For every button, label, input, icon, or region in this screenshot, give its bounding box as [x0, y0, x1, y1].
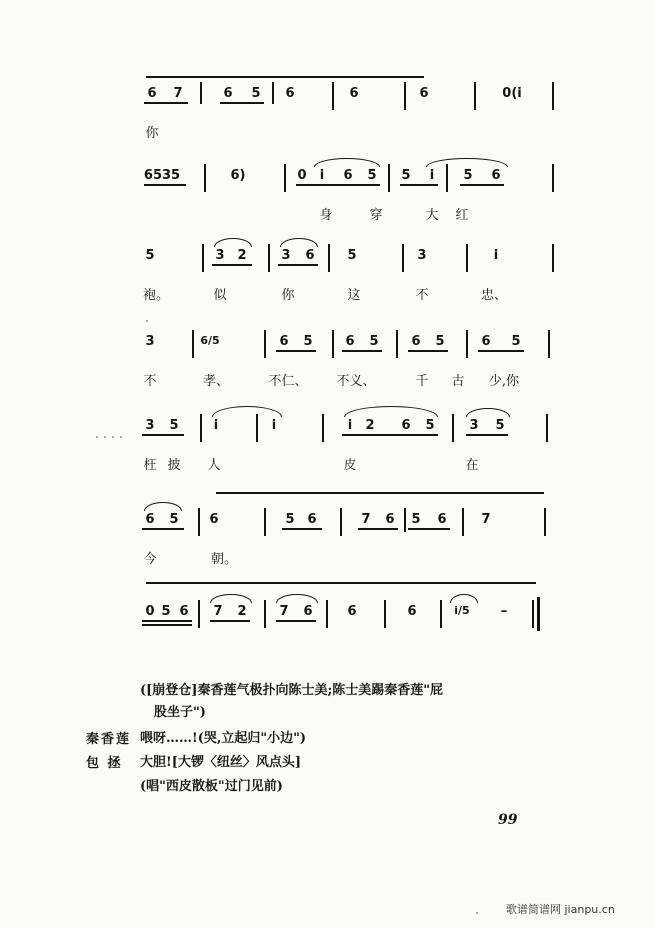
note: 2: [237, 248, 247, 263]
note: i/5: [454, 604, 470, 617]
beat-underline: [342, 434, 438, 436]
barline: [192, 330, 194, 358]
note: 3: [145, 334, 155, 349]
note: 6: [305, 248, 315, 263]
barline: [546, 414, 548, 442]
lyrics: [140, 284, 560, 306]
slur: [426, 158, 508, 167]
note: 7: [481, 512, 491, 527]
note: 6: [345, 334, 355, 349]
barline: [384, 600, 386, 628]
barline: [396, 330, 398, 358]
notes: [140, 330, 560, 360]
beat-underline: [210, 620, 250, 622]
note: 6: [145, 512, 155, 527]
barline: [264, 330, 266, 358]
note: 7: [173, 86, 183, 101]
note: 7: [361, 512, 371, 527]
note: 6: [401, 418, 411, 433]
barline: [474, 82, 476, 110]
final-barline: [537, 597, 540, 631]
note: 6/5: [200, 334, 220, 347]
note: 5: [145, 248, 155, 263]
beat-underline: [282, 528, 322, 530]
note: i: [493, 248, 499, 263]
beat-underline: [142, 434, 184, 436]
barline: [332, 330, 334, 358]
note: 6: [179, 604, 189, 619]
lyric: 少,你: [488, 374, 520, 389]
notes: [140, 414, 560, 444]
lyric: 枉: [143, 458, 157, 473]
beat-underline: [342, 350, 382, 352]
note: –: [500, 604, 508, 619]
lyrics: [140, 122, 560, 144]
barline: [204, 164, 206, 192]
barline: [200, 82, 202, 104]
slur: [276, 594, 318, 603]
stage-direction-line: ([崩登仓]秦香莲气极扑向陈士美;陈士美踢秦香莲"屁: [140, 683, 444, 698]
note: 2: [365, 418, 375, 433]
beat-underline: [400, 184, 438, 186]
note: 6: [307, 512, 317, 527]
barline: [256, 414, 258, 442]
note: 3: [281, 248, 291, 263]
note: 5: [285, 512, 295, 527]
stage-direction-line: 股坐子"): [154, 705, 206, 720]
note: 6: [481, 334, 491, 349]
beat-underline: [142, 624, 192, 626]
note: 5: [401, 168, 411, 183]
note: 3: [417, 248, 427, 263]
beat-underline: [142, 620, 192, 622]
lyric: 不: [143, 374, 157, 389]
note: 6535: [143, 168, 181, 183]
lyrics: [140, 454, 560, 476]
lyric: 不义、: [336, 374, 376, 389]
note: i: [347, 418, 353, 433]
note: 3: [215, 248, 225, 263]
barline: [328, 244, 330, 272]
slur: [344, 406, 438, 417]
tie: [216, 492, 544, 494]
lyric: 忠、: [480, 288, 508, 303]
slur: [314, 158, 380, 167]
stage-direction: [140, 680, 560, 724]
lyric: 不: [415, 288, 429, 303]
scan-speck: [476, 912, 478, 914]
notes: [140, 82, 560, 112]
barline: [402, 244, 404, 272]
beat-underline: [408, 528, 450, 530]
note: 6: [303, 604, 313, 619]
beat-underline: [358, 528, 398, 530]
barline: [462, 508, 464, 536]
scan-speck: [112, 436, 114, 438]
beat-underline: [142, 528, 184, 530]
note: i: [319, 168, 325, 183]
lyric: 今: [143, 552, 157, 567]
barline: [404, 508, 406, 532]
spoken-line: 喂呀……!(哭,立起归"小边"): [140, 731, 307, 746]
barline: [264, 508, 266, 536]
barline: [202, 244, 204, 272]
barline: [388, 164, 390, 192]
beat-underline: [466, 434, 508, 436]
note: 5: [425, 418, 435, 433]
spoken-line: 大胆![大锣〈纽丝〉风点头]: [140, 755, 302, 770]
barline: [322, 414, 324, 442]
barline: [198, 508, 200, 536]
slur: [212, 406, 282, 417]
tie: [146, 582, 536, 584]
barline: [440, 600, 442, 628]
tie: [146, 76, 424, 78]
note: 6: [491, 168, 501, 183]
note: 6: [223, 86, 233, 101]
lyric: 穿: [369, 208, 383, 223]
barline: [548, 330, 550, 358]
note: 5: [511, 334, 521, 349]
barline: [466, 244, 468, 272]
note: 5: [367, 168, 377, 183]
note: 7: [279, 604, 289, 619]
note: 6: [437, 512, 447, 527]
notes: [140, 244, 560, 274]
barline: [404, 82, 406, 110]
barline: [264, 600, 266, 628]
note: 0(i: [502, 86, 522, 101]
stage-direction: (唱"西皮散板"过门见前): [140, 779, 283, 794]
notes: [140, 600, 560, 630]
notes: [140, 164, 560, 194]
lyric: 人: [207, 458, 221, 473]
barline: [552, 82, 554, 110]
lyric: 不仁、: [268, 374, 308, 389]
lyric: 你: [281, 288, 295, 303]
beat-underline: [408, 350, 448, 352]
lyric: 这: [347, 288, 361, 303]
note: 6: [147, 86, 157, 101]
barline: [200, 414, 202, 442]
note: 6: [347, 604, 357, 619]
slur: [214, 238, 252, 247]
barline: [340, 508, 342, 536]
page-number: 99: [498, 812, 518, 828]
note: 5: [369, 334, 379, 349]
note: 0: [145, 604, 155, 619]
note: 5: [463, 168, 473, 183]
note: 6: [285, 86, 295, 101]
slur: [280, 238, 318, 247]
slur: [144, 502, 182, 511]
lyrics: [140, 370, 560, 392]
scan-speck: [104, 436, 106, 438]
slur: [210, 594, 252, 603]
barline: [268, 244, 270, 272]
note: 5: [303, 334, 313, 349]
lyric: 在: [465, 458, 479, 473]
slur: [450, 594, 478, 603]
lyric: 红: [455, 208, 469, 223]
beat-underline: [478, 350, 524, 352]
beat-underline: [220, 102, 264, 104]
slur: [466, 408, 510, 417]
beat-underline: [278, 264, 318, 266]
note: 2: [237, 604, 247, 619]
note: i: [213, 418, 219, 433]
barline: [326, 600, 328, 628]
note: 6: [343, 168, 353, 183]
barline: [332, 82, 334, 110]
note: 0: [297, 168, 307, 183]
note: 5: [169, 512, 179, 527]
barline: [446, 164, 448, 192]
note: 5: [411, 512, 421, 527]
note: 6: [411, 334, 421, 349]
note: 5: [251, 86, 261, 101]
lyric: 古: [451, 374, 465, 389]
note: 6: [209, 512, 219, 527]
note: 3: [469, 418, 479, 433]
lyric: 孝、: [202, 374, 230, 389]
barline: [532, 600, 534, 628]
note: i: [429, 168, 435, 183]
beat-underline: [144, 102, 188, 104]
note: 3: [145, 418, 155, 433]
note: 5: [435, 334, 445, 349]
beat-underline: [212, 264, 252, 266]
lyric: 大: [425, 208, 439, 223]
note: 5: [495, 418, 505, 433]
barline: [198, 600, 200, 628]
barline: [544, 508, 546, 536]
note: 5: [169, 418, 179, 433]
lyric: 千: [415, 374, 429, 389]
note: 5: [347, 248, 357, 263]
scan-speck: [96, 436, 98, 438]
note: 6: [279, 334, 289, 349]
note: 6: [385, 512, 395, 527]
lyric: 袍。: [142, 288, 170, 303]
barline: [452, 414, 454, 442]
role-name: 包 拯: [86, 756, 123, 771]
beat-underline: [460, 184, 504, 186]
lyric: 皮: [343, 458, 357, 473]
role-name: 秦香莲: [86, 732, 132, 747]
beat-underline: [276, 620, 316, 622]
watermark: 歌谱简谱网 jianpu.cn: [506, 903, 615, 916]
barline: [552, 244, 554, 272]
note: 6: [419, 86, 429, 101]
barline: [552, 164, 554, 192]
scan-speck: [120, 436, 122, 438]
lyric: 披: [167, 458, 181, 473]
note: 6: [349, 86, 359, 101]
lyric: 身: [319, 208, 333, 223]
note: 6): [230, 168, 246, 183]
beat-underline: [296, 184, 380, 186]
barline: [272, 82, 274, 104]
barline: [284, 164, 286, 192]
note: i: [271, 418, 277, 433]
notes: [140, 508, 560, 538]
lyric: 你: [145, 126, 159, 141]
lyrics: [140, 204, 560, 226]
note: 6: [407, 604, 417, 619]
lyrics: [140, 548, 560, 570]
scan-speck: [146, 320, 148, 322]
lyric: 似: [213, 288, 227, 303]
beat-underline: [276, 350, 316, 352]
note: 7: [213, 604, 223, 619]
note: 5: [161, 604, 171, 619]
beat-underline: [144, 184, 186, 186]
lyric: 朝。: [210, 552, 238, 567]
barline: [466, 330, 468, 358]
